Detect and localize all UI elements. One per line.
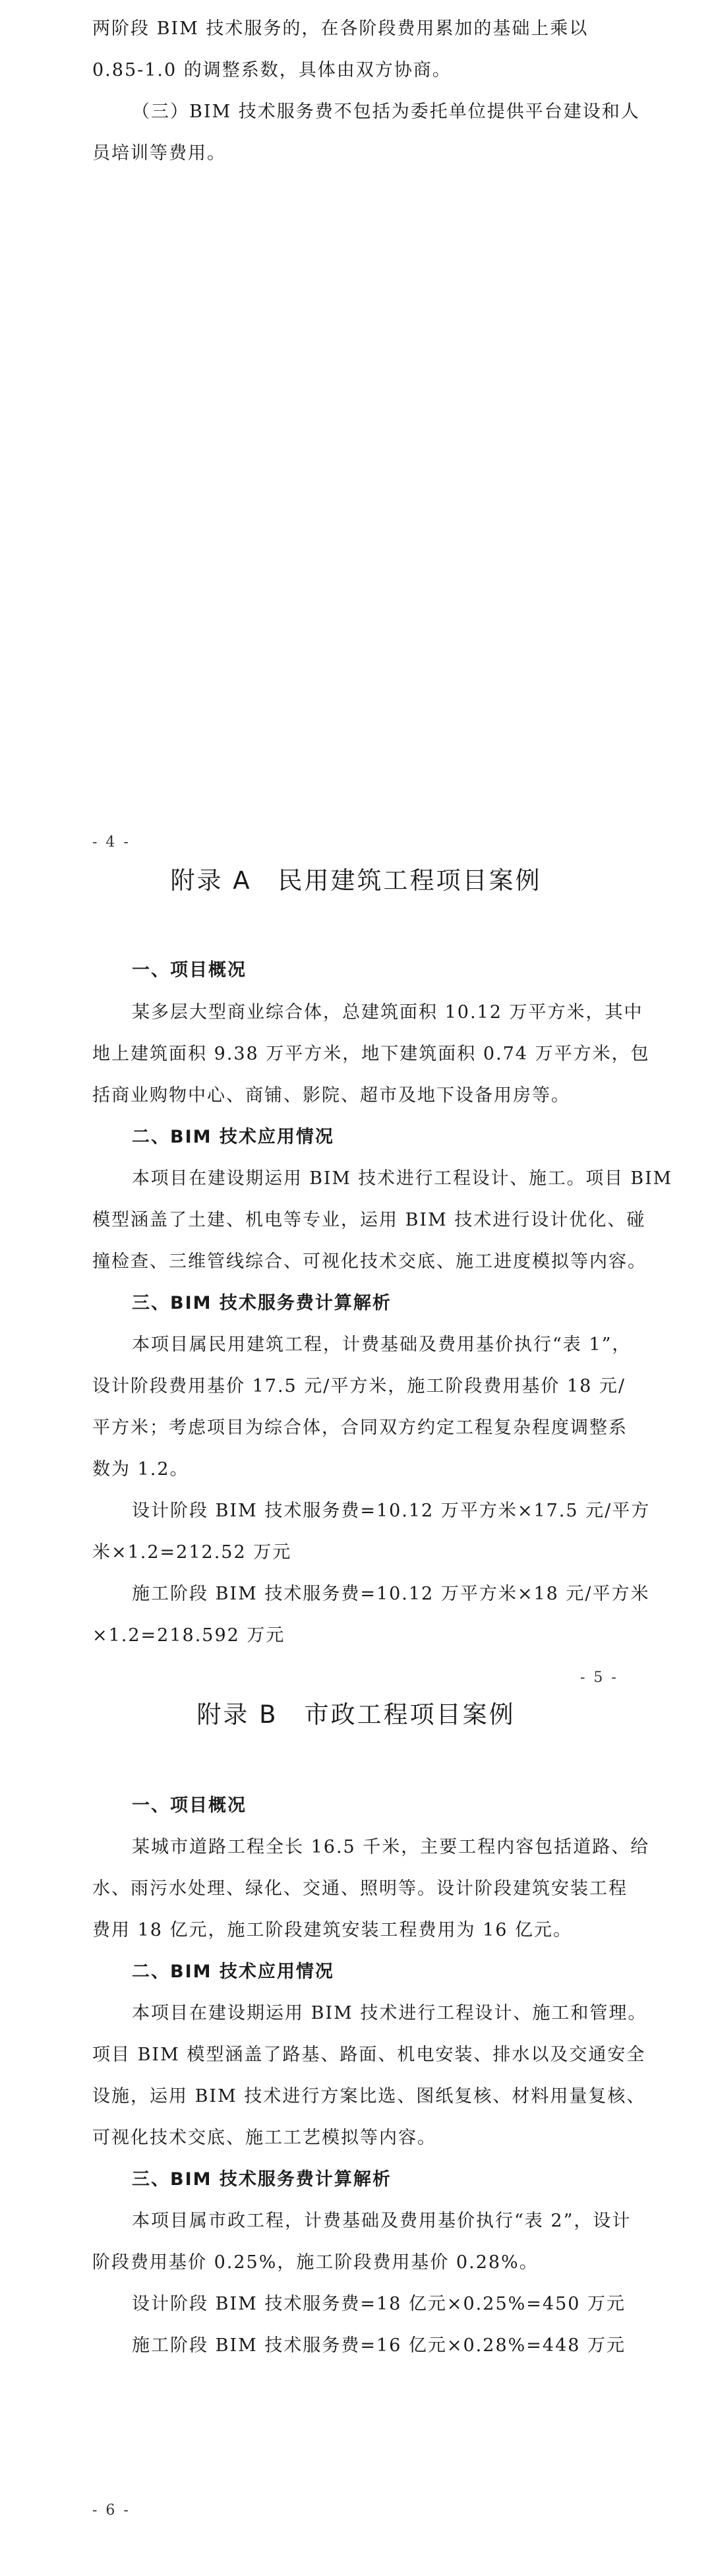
formula-line: 施工阶段 BIM 技术服务费=10.12 万平方米×18 元/平方米 (132, 1584, 650, 1604)
paragraph-line: 设施，运用 BIM 技术进行方案比选、图纸复核、材料用量复核、 (92, 2086, 646, 2107)
paragraph-line: 平方米；考虑项目为综合体，合同双方约定工程复杂程度调整系 (92, 1418, 628, 1438)
section-heading: 三、BIM 技术服务费计算解析 (132, 1293, 392, 1313)
section-heading: 一、项目概况 (132, 1795, 247, 1816)
page-number: - 4 - (92, 834, 131, 851)
paragraph-line: 本项目属民用建筑工程，计费基础及费用基价执行“表 1”， (132, 1334, 632, 1355)
paragraph-line: （三）BIM 技术服务费不包括为委托单位提供平台建设和人 (132, 102, 640, 122)
appendix-a-title: 附录 A 民用建筑工程项目案例 (170, 866, 542, 895)
paragraph-line: 阶段费用基价 0.25%，施工阶段费用基价 0.28%。 (92, 2252, 539, 2273)
paragraph-line: 可视化技术交底、施工工艺模拟等内容。 (92, 2128, 436, 2148)
paragraph-line: 本项目在建设期运用 BIM 技术进行工程设计、施工。项目 BIM (132, 1168, 673, 1189)
page-number: - 5 - (580, 1669, 618, 1686)
paragraph-line: 模型涵盖了土建、机电等专业，运用 BIM 技术进行设计优化、碰 (92, 1210, 646, 1230)
paragraph-line: 费用 18 亿元，施工阶段建筑安装工程费用为 16 亿元。 (92, 1920, 573, 1940)
paragraph-line: 括商业购物中心、商铺、影院、超市及地下设备用房等。 (92, 1085, 570, 1106)
paragraph-line: 数为 1.2。 (92, 1459, 189, 1480)
paragraph-line: 设计阶段费用基价 17.5 元/平方米，施工阶段费用基价 18 元/ (92, 1376, 626, 1396)
section-heading: 三、BIM 技术服务费计算解析 (132, 2169, 392, 2190)
paragraph-line: 水、雨污水处理、绿化、交通、照明等。设计阶段建筑安装工程 (92, 1878, 628, 1899)
paragraph-line: 本项目属市政工程，计费基础及费用基价执行“表 2”，设计 (132, 2211, 632, 2231)
formula-line: 施工阶段 BIM 技术服务费=16 亿元×0.28%=448 万元 (132, 2335, 626, 2356)
paragraph-line: 地上建筑面积 9.38 万平方米，地下建筑面积 0.74 万平方米，包 (92, 1044, 650, 1064)
formula-line: 设计阶段 BIM 技术服务费=18 亿元×0.25%=450 万元 (132, 2294, 626, 2314)
formula-line: ×1.2=218.592 万元 (92, 1625, 285, 1646)
paragraph-line: 0.85-1.0 的调整系数，具体由双方协商。 (92, 60, 452, 80)
paragraph-line: 两阶段 BIM 技术服务的，在各阶段费用累加的基础上乘以 (92, 18, 589, 39)
paragraph-line: 某多层大型商业综合体，总建筑面积 10.12 万平方米，其中 (132, 1002, 643, 1023)
section-heading: 二、BIM 技术应用情况 (132, 1962, 334, 1982)
page-number: - 6 - (92, 2502, 131, 2519)
paragraph-line: 某城市道路工程全长 16.5 千米，主要工程内容包括道路、给 (132, 1837, 650, 1857)
paragraph-line: 本项目在建设期运用 BIM 技术进行工程设计、施工和管理。 (132, 2003, 647, 2023)
appendix-b-title: 附录 B 市政工程项目案例 (196, 1700, 516, 1729)
formula-line: 设计阶段 BIM 技术服务费=10.12 万平方米×17.5 元/平方 (132, 1501, 651, 1521)
section-heading: 一、项目概况 (132, 960, 247, 980)
paragraph-line: 员培训等费用。 (92, 143, 226, 164)
paragraph-line: 项目 BIM 模型涵盖了路基、路面、机电安装、排水以及交通安全 (92, 2045, 646, 2065)
section-heading: 二、BIM 技术应用情况 (132, 1127, 334, 1147)
paragraph-line: 撞检查、三维管线综合、可视化技术交底、施工进度模拟等内容。 (92, 1251, 647, 1272)
formula-line: 米×1.2=212.52 万元 (92, 1542, 292, 1563)
